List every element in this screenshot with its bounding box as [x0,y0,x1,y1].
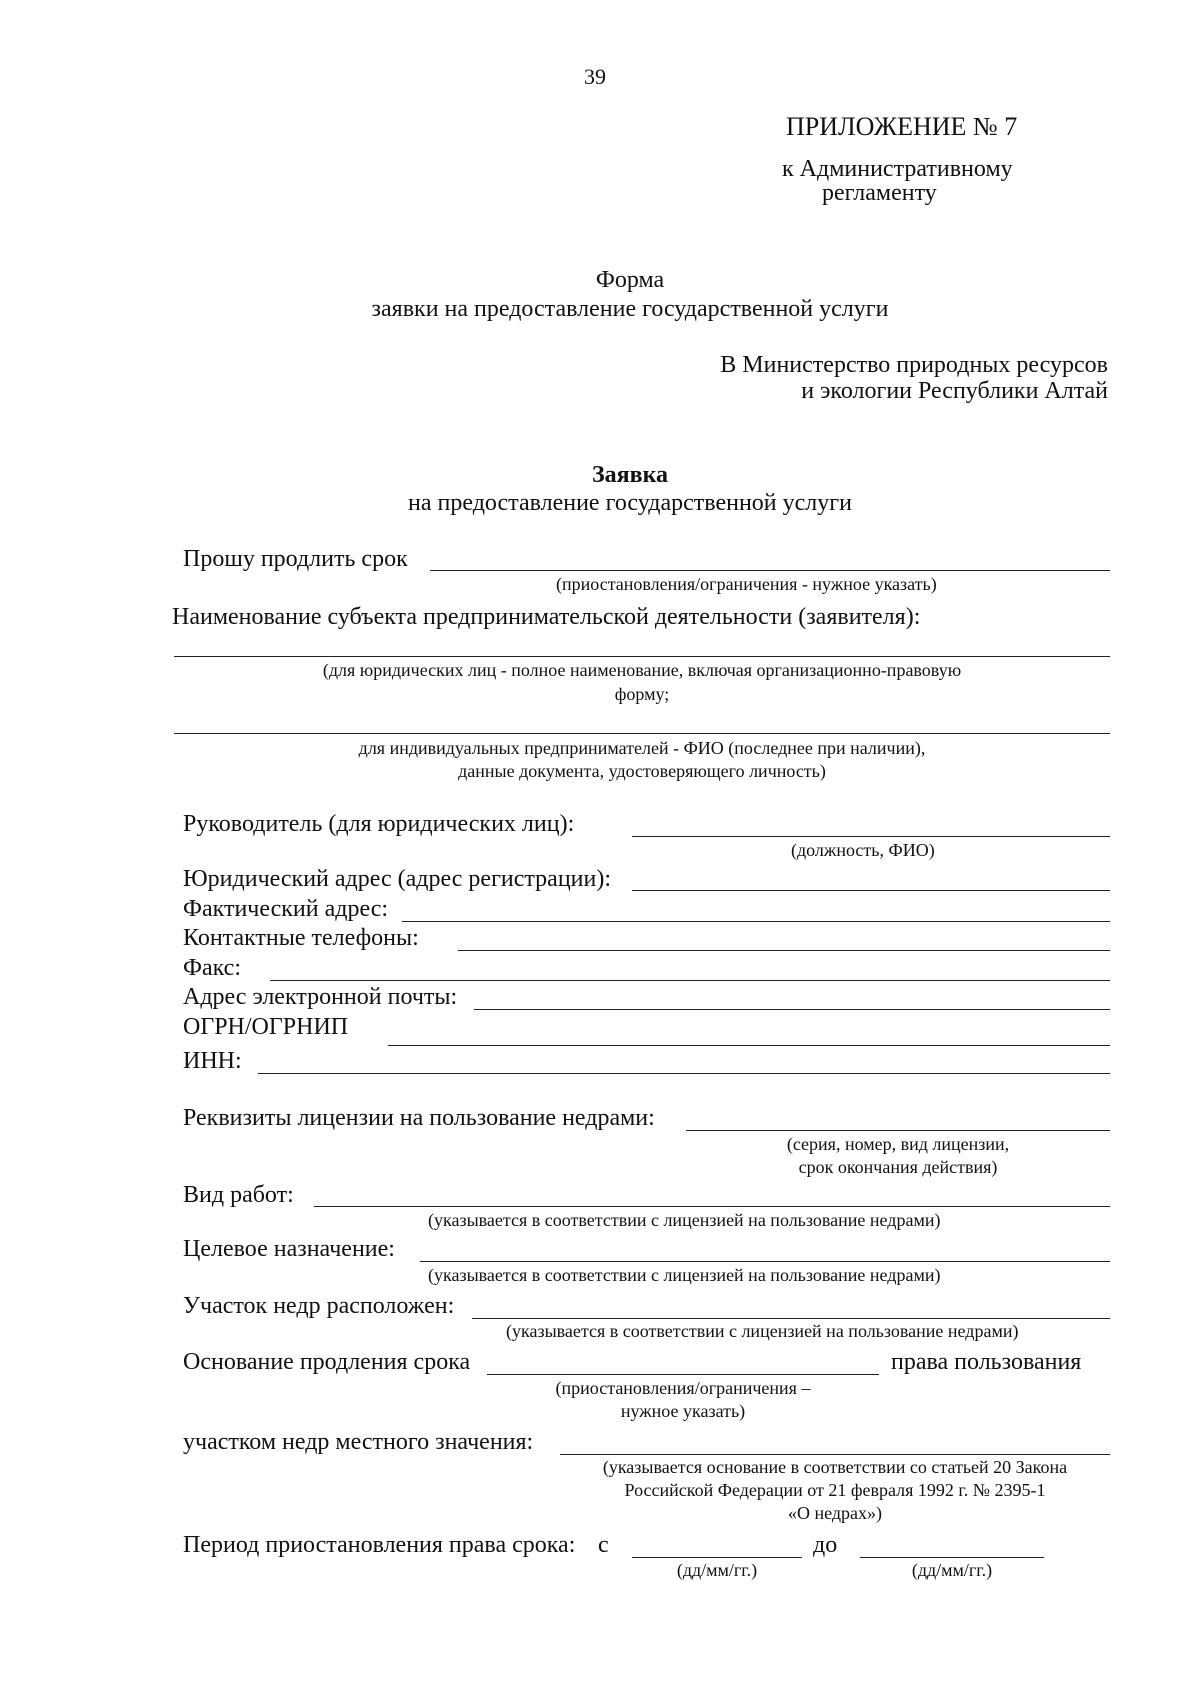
location-input-line[interactable] [472,1318,1110,1319]
period-from-hint: (дд/мм/гг.) [676,1560,758,1580]
actual-address-label: Фактический адрес: [183,896,389,922]
basis-hint-2: нужное указать) [620,1401,746,1421]
extend-label: Прошу продлить срок [183,546,408,572]
subject-input-line-1[interactable] [174,656,1110,657]
period-to-hint: (дд/мм/гг.) [911,1560,993,1580]
request-title: Заявка [591,462,669,488]
head-label: Руководитель (для юридических лиц): [183,811,575,837]
period-to-input-line[interactable] [860,1557,1044,1558]
ogrn-input-line[interactable] [388,1045,1110,1046]
head-input-line[interactable] [632,836,1110,837]
purpose-hint: (указывается в соответствии с лицензией на пользование недрами) [428,1265,941,1285]
fax-input-line[interactable] [270,980,1110,981]
form-heading-line2: заявки на предоставление государственной услуги [371,296,889,322]
subject-hint-1: (для юридических лиц - полное наименование, включая организационно-правовую [322,660,962,680]
period-label: Период приостановления права срока: [183,1532,576,1558]
license-label: Реквизиты лицензии на пользование недрами: [183,1105,655,1131]
inn-label: ИНН: [183,1048,242,1074]
subject-input-line-2[interactable] [174,733,1110,734]
head-hint: (должность, ФИО) [791,840,935,860]
extend-input-line[interactable] [430,570,1110,571]
form-heading-line1: Форма [595,267,665,293]
work-type-hint: (указывается в соответствии с лицензией на пользование недрами) [428,1210,941,1230]
inn-input-line[interactable] [258,1073,1110,1074]
local-hint-2: Российской Федерации от 21 февраля 1992 г. № 2395-1 [624,1480,1046,1500]
email-input-line[interactable] [474,1009,1110,1010]
appendix-line2: регламенту [822,180,937,206]
local-input-line[interactable] [560,1454,1110,1455]
location-hint: (указывается в соответствии с лицензией на пользование недрами) [506,1321,1019,1341]
email-label: Адрес электронной почты: [183,984,458,1010]
extend-hint: (приостановления/ограничения - нужное указать) [556,574,937,594]
basis-hint-1: (приостановления/ограничения – [555,1378,811,1398]
work-type-input-line[interactable] [314,1206,1110,1207]
purpose-input-line[interactable] [420,1261,1110,1262]
request-subtitle: на предоставление государственной услуги [408,490,852,516]
basis-suffix: права пользования [891,1349,1082,1375]
license-input-line[interactable] [686,1130,1110,1131]
phones-input-line[interactable] [458,950,1110,951]
local-label: участком недр местного значения: [183,1429,534,1455]
work-type-label: Вид работ: [183,1182,294,1208]
appendix-title: ПРИЛОЖЕНИЕ № 7 [786,112,1018,141]
addressee-line2: и экологии Республики Алтай [801,378,1108,404]
addressee-line1: В Министерство природных ресурсов [720,352,1108,378]
ogrn-label: ОГРН/ОГРНИП [183,1014,349,1040]
appendix-line1: к Административному [782,156,1013,182]
purpose-label: Целевое назначение: [183,1236,395,1262]
period-from-input-line[interactable] [632,1557,802,1558]
subject-label: Наименование субъекта предпринимательской деятельности (заявителя): [172,604,921,630]
period-from: с [598,1532,609,1558]
subject-hint-4: данные документа, удостоверяющего личность) [458,761,826,781]
basis-input-line[interactable] [487,1374,879,1375]
subject-hint-2: форму; [614,684,670,704]
location-label: Участок недр расположен: [183,1293,455,1319]
legal-address-input-line[interactable] [632,890,1110,891]
fax-label: Факс: [183,955,241,981]
legal-address-label: Юридический адрес (адрес регистрации): [183,866,612,892]
period-to: до [813,1532,838,1558]
actual-address-input-line[interactable] [402,921,1110,922]
page-number: 39 [584,64,606,89]
subject-hint-3: для индивидуальных предпринимателей - ФИО (последнее при наличии), [358,738,926,758]
local-hint-3: «О недрах») [787,1503,883,1523]
basis-label: Основание продления срока [183,1349,471,1375]
phones-label: Контактные телефоны: [183,925,419,951]
local-hint-1: (указывается основание в соответствии со статьей 20 Закона [602,1457,1068,1477]
license-hint-1: (серия, номер, вид лицензии, [786,1134,1010,1154]
license-hint-2: срок окончания действия) [798,1157,998,1177]
